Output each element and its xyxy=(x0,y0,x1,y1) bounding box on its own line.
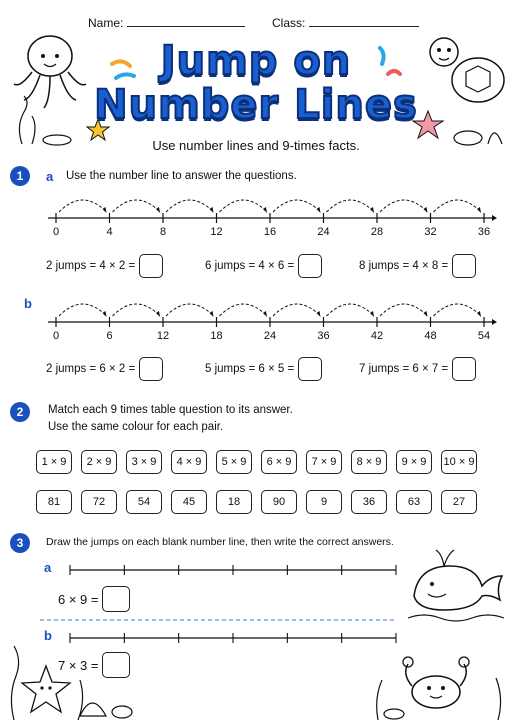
q2-question-row xyxy=(36,450,477,474)
q3a-question-text: 6 × 9 = xyxy=(58,591,99,607)
q3b-question-text: 7 × 3 = xyxy=(58,657,99,673)
number-line-1b xyxy=(0,294,512,334)
jump-arrowhead xyxy=(103,311,107,317)
shell-icon xyxy=(76,686,136,720)
tick-label: 32 xyxy=(424,226,437,238)
class-label: Class: xyxy=(272,16,306,30)
question-2-badge: 2 xyxy=(10,402,30,422)
name-field[interactable] xyxy=(88,16,245,30)
match-answer[interactable]: 9 xyxy=(306,490,342,514)
tick-label: 12 xyxy=(156,330,170,342)
q1a-question-3-text: 8 jumps = 4 × 8 = xyxy=(359,260,449,272)
answer-box[interactable] xyxy=(452,357,476,381)
number-line-1a xyxy=(0,190,512,230)
jump-arc xyxy=(59,304,107,316)
q1a-question-3 xyxy=(359,254,476,278)
q3a-question xyxy=(58,586,130,612)
answer-box[interactable] xyxy=(139,254,163,278)
jump-arc xyxy=(434,304,482,316)
q1b-question-2-text: 5 jumps = 6 × 5 = xyxy=(205,363,295,375)
q2-instruction-1: Match each 9 times table question to its answer. xyxy=(48,404,293,416)
match-question[interactable]: 6 × 9 xyxy=(261,450,297,474)
jump-arrowhead xyxy=(477,311,481,317)
blank-number-line-3a[interactable] xyxy=(60,562,400,582)
jump-arc xyxy=(327,200,375,212)
question-1-badge: 1 xyxy=(10,166,30,186)
jump-arc xyxy=(273,304,321,316)
q1a-question-1-text: 2 jumps = 4 × 2 = xyxy=(46,260,136,272)
answer-box[interactable] xyxy=(298,254,322,278)
blank-number-line-3b-graphics xyxy=(70,633,396,643)
answer-box[interactable] xyxy=(102,586,130,612)
match-question[interactable]: 10 × 9 xyxy=(441,450,477,474)
jump-arrowhead xyxy=(424,207,428,213)
blank-number-line-3a-graphics xyxy=(70,565,396,575)
q2-answer-row xyxy=(36,490,477,514)
q1b-question-3-text: 7 jumps = 6 × 7 = xyxy=(359,363,449,375)
tick-label: 48 xyxy=(424,330,437,342)
q1a-question-2-text: 6 jumps = 4 × 6 = xyxy=(205,260,295,272)
tick-label: 0 xyxy=(52,330,60,342)
jump-arc xyxy=(166,304,214,316)
match-question[interactable]: 9 × 9 xyxy=(396,450,432,474)
q1a-question-2 xyxy=(205,254,322,278)
match-answer[interactable]: 27 xyxy=(441,490,477,514)
q1a-label: a xyxy=(46,169,54,184)
match-answer[interactable]: 90 xyxy=(261,490,297,514)
match-answer[interactable]: 81 xyxy=(36,490,72,514)
q1b-question-2 xyxy=(205,357,322,381)
name-underline[interactable] xyxy=(127,16,245,27)
match-question[interactable]: 5 × 9 xyxy=(216,450,252,474)
jump-arrowhead xyxy=(156,207,160,213)
q1b-question-3 xyxy=(359,357,476,381)
answer-box[interactable] xyxy=(452,254,476,278)
jump-arrowhead xyxy=(263,311,267,317)
jump-arrowhead xyxy=(477,207,481,213)
match-question[interactable]: 8 × 9 xyxy=(351,450,387,474)
crab-icon xyxy=(372,640,508,722)
jump-arrowhead xyxy=(156,311,160,317)
jump-arrowhead xyxy=(263,207,267,213)
jump-arrowhead xyxy=(210,207,214,213)
match-question[interactable]: 3 × 9 xyxy=(126,450,162,474)
dashed-divider xyxy=(40,618,400,622)
tick-label: 24 xyxy=(263,330,277,342)
match-answer[interactable]: 36 xyxy=(351,490,387,514)
name-label: Name: xyxy=(88,16,124,30)
tick-label: 36 xyxy=(477,226,491,238)
q3-instruction: Draw the jumps on each blank number line, then write the correct answers. xyxy=(46,536,394,548)
class-underline[interactable] xyxy=(309,16,419,27)
axis-arrow xyxy=(492,215,497,221)
match-answer[interactable]: 45 xyxy=(171,490,207,514)
q1b-label: b xyxy=(24,296,32,311)
match-answer[interactable]: 18 xyxy=(216,490,252,514)
number-line-1a-graphics xyxy=(48,200,497,223)
question-3-badge: 3 xyxy=(10,533,30,553)
tick-label: 28 xyxy=(370,226,384,238)
match-answer[interactable]: 63 xyxy=(396,490,432,514)
jump-arc xyxy=(220,200,268,212)
jump-arrowhead xyxy=(370,311,374,317)
jump-arc xyxy=(59,200,107,212)
match-answer[interactable]: 72 xyxy=(81,490,117,514)
jump-arc xyxy=(380,200,428,212)
jump-arrowhead xyxy=(317,311,321,317)
jump-arrowhead xyxy=(317,207,321,213)
tick-label: 42 xyxy=(370,330,384,342)
jump-arrowhead xyxy=(370,207,374,213)
tick-label: 24 xyxy=(317,226,330,238)
jump-arc xyxy=(113,200,161,212)
q2-instruction-2: Use the same colour for each pair. xyxy=(48,421,224,433)
match-question[interactable]: 7 × 9 xyxy=(306,450,342,474)
axis-arrow xyxy=(492,319,497,325)
jump-arc xyxy=(113,304,161,316)
q1a-instruction: Use the number line to answer the questions. xyxy=(66,170,297,182)
jump-arrowhead xyxy=(424,311,428,317)
q1b-question-1 xyxy=(46,357,163,381)
answer-box[interactable] xyxy=(102,652,130,678)
jump-arc xyxy=(327,304,375,316)
q3b-label: b xyxy=(44,628,52,643)
class-field[interactable] xyxy=(272,16,419,30)
q3a-label: a xyxy=(44,560,52,575)
subtitle: Use number lines and 9-times facts. xyxy=(152,138,360,153)
tick-label: 6 xyxy=(106,330,113,342)
starfish-icon xyxy=(20,664,72,716)
match-question[interactable]: 2 × 9 xyxy=(81,450,117,474)
tick-label: 36 xyxy=(317,330,330,342)
jump-arc xyxy=(380,304,428,316)
jump-arrowhead xyxy=(210,311,214,317)
match-answer[interactable]: 54 xyxy=(126,490,162,514)
q1a-question-1 xyxy=(46,254,163,278)
tick-label: 8 xyxy=(159,226,167,238)
title-line-2: Number Lines xyxy=(94,82,418,128)
title-line-1: Jump on xyxy=(160,38,352,84)
jump-arc xyxy=(166,200,214,212)
match-question[interactable]: 4 × 9 xyxy=(171,450,207,474)
number-line-1b-graphics xyxy=(48,304,497,327)
jump-arc xyxy=(434,200,482,212)
q1b-question-1-text: 2 jumps = 6 × 2 = xyxy=(46,363,136,375)
jump-arrowhead xyxy=(103,207,107,213)
answer-box[interactable] xyxy=(139,357,163,381)
jump-arc xyxy=(220,304,268,316)
tick-label: 4 xyxy=(106,226,113,238)
answer-box[interactable] xyxy=(298,357,322,381)
match-question[interactable]: 1 × 9 xyxy=(36,450,72,474)
tick-label: 54 xyxy=(477,330,491,342)
tick-label: 0 xyxy=(52,226,60,238)
jump-arc xyxy=(273,200,321,212)
whale-icon xyxy=(404,546,508,626)
tick-label: 18 xyxy=(210,330,223,342)
tick-label: 16 xyxy=(263,226,277,238)
blank-number-line-3b[interactable] xyxy=(60,630,400,650)
tick-label: 12 xyxy=(210,226,223,238)
